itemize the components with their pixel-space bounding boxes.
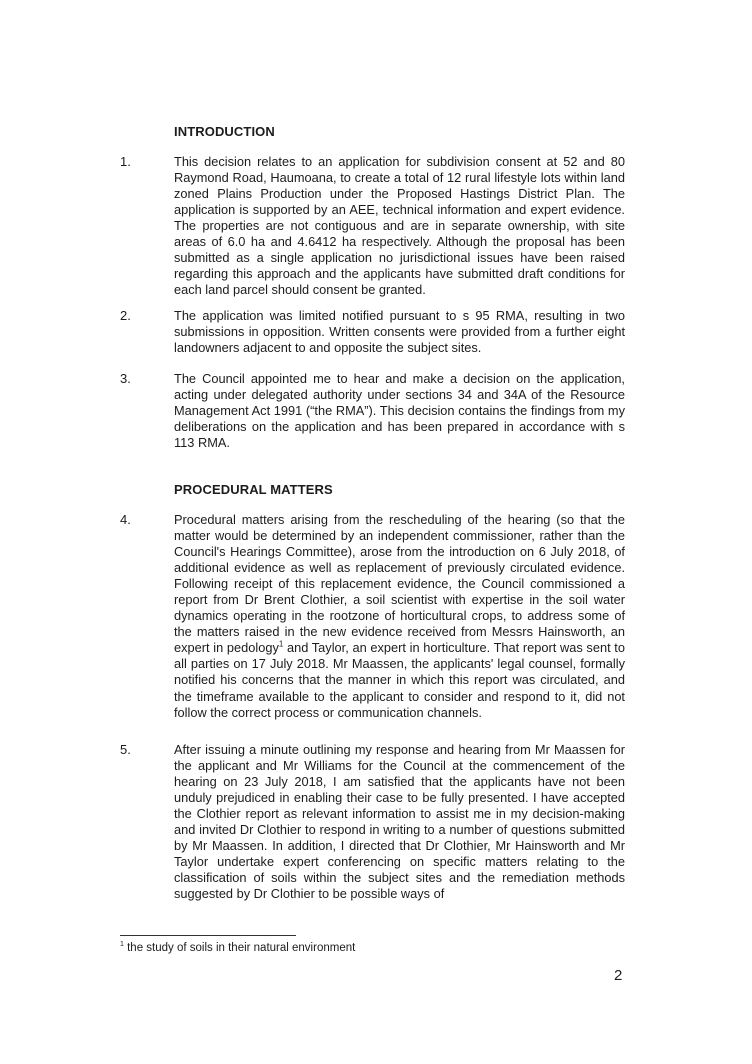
paragraph-number: 1. — [120, 154, 131, 169]
paragraph-text: This decision relates to an application for subdivision consent at 52 and 80 Raymond Road, Haumoana, to create a total of 12 rural lifestyle lots within land zoned Plains Production under the Proposed Hastings District Plan. The application is supported by an AEE, technical information and expert evidence. The properties are not contiguous and are in separate ownership, with site areas of 6.0 ha and 4.6412 ha respectively. Although the proposal has been submitted as a single application no jurisdictional issues have been raised regarding this approach and the applicants have submitted draft conditions for each land parcel should consent be granted. — [174, 154, 625, 298]
paragraph-number: 5. — [120, 742, 131, 757]
footnote-reference[interactable]: 1 — [278, 640, 284, 650]
paragraph-number: 3. — [120, 371, 131, 386]
paragraph-number: 2. — [120, 308, 131, 323]
page-number: 2 — [614, 967, 623, 984]
paragraph-text-part: and Taylor, an expert in horticulture. That report was sent to all parties on 17 July 2018. Mr Maassen, the applicants' legal counsel, formally notified his concerns that the manner in which this report was circulated, and the timeframe available to the applicant to consider and respond to it, did not follow the correct process or communication channels. — [174, 640, 625, 720]
footnote — [120, 942, 355, 954]
footnote-number: 1 — [120, 941, 124, 949]
paragraph-4 — [120, 512, 625, 721]
paragraph-1 — [120, 154, 625, 298]
paragraph-text: The Council appointed me to hear and make a decision on the application, acting under delegated authority under sections 34 and 34A of the Resource Management Act 1991 (“the RMA”). This decision contains the findings from my deliberations on the application and has been prepared in accordance with s 113 RMA. — [174, 371, 625, 451]
paragraph-2 — [120, 308, 625, 356]
paragraph-text — [174, 512, 625, 721]
footnote-divider — [120, 935, 296, 936]
paragraph-text-part: Procedural matters arising from the rescheduling of the hearing (so that the matter would be determined by an independent commissioner, rather than the Council's Hearings Committee), arose from the introduction on 6 July 2018, of additional evidence as well as replacement of previously circulated evidence. Following receipt of this replacement evidence, the Council commissioned a report from Dr Brent Clothier, a soil scientist with expertise in the soil water dynamics operating in the rootzone of horticultural crops, to address some of the matters raised in the new evidence received from Messrs Hainsworth, an expert in pedology — [174, 512, 625, 656]
footnote-text: the study of soils in their natural environment — [123, 942, 356, 954]
heading-procedural-matters: PROCEDURAL MATTERS — [174, 482, 333, 497]
paragraph-text: After issuing a minute outlining my response and hearing from Mr Maassen for the applicant and Mr Williams for the Council at the commencement of the hearing on 23 July 2018, I am satisfied that the applicants have not been unduly prejudiced in enabling their case to be fully presented. I have accepted the Clothier report as relevant information to assist me in my decision-making and invited Dr Clothier to respond in writing to a number of questions submitted by Mr Maassen. In addition, I directed that Dr Clothier, Mr Hainsworth and Mr Taylor undertake expert conferencing on specific matters relating to the classification of soils within the subject sites and the remediation methods suggested by Dr Clothier to be possible ways of — [174, 742, 625, 902]
paragraph-5 — [120, 742, 625, 902]
paragraph-number: 4. — [120, 512, 131, 527]
paragraph-text: The application was limited notified pursuant to s 95 RMA, resulting in two submissions in opposition. Written consents were provided from a further eight landowners adjacent to and opposite the subject sites. — [174, 308, 625, 356]
paragraph-3 — [120, 371, 625, 451]
heading-introduction: INTRODUCTION — [174, 124, 275, 139]
